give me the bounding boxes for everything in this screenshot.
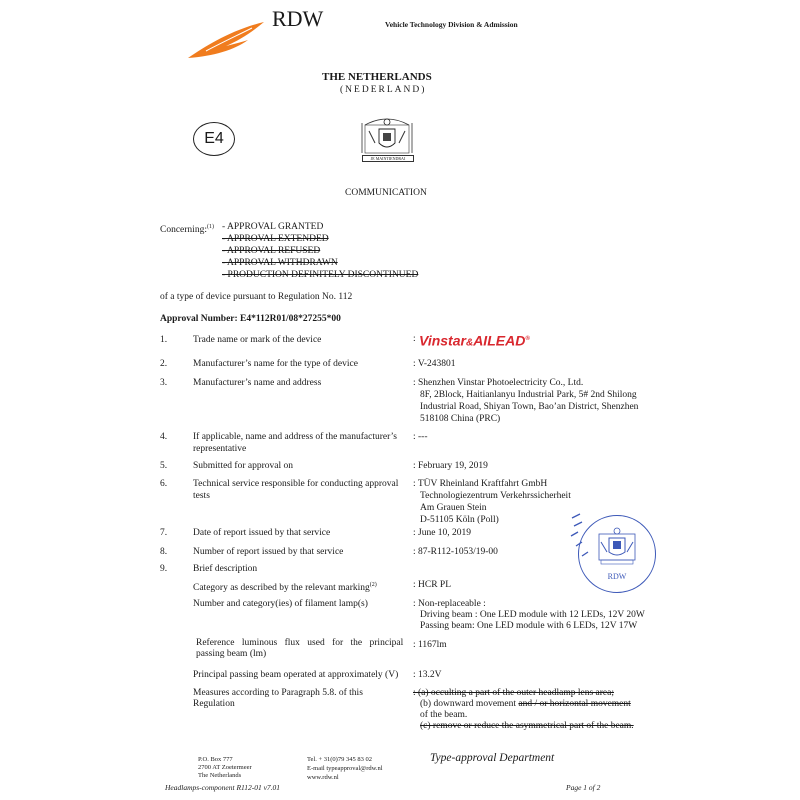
item-2-label: Manufacturer’s name for the type of device bbox=[193, 359, 358, 369]
item-1-number: 1. bbox=[160, 335, 168, 345]
item-5-label: Submitted for approval on bbox=[193, 461, 293, 471]
rdw-feather-logo-icon bbox=[186, 18, 266, 60]
stamp-text: RDW bbox=[607, 572, 627, 581]
device-regulation-line: of a type of device pursuant to Regulation No. 112 bbox=[160, 292, 353, 302]
category-value: : HCR PL bbox=[413, 580, 452, 590]
item-5-number: 5. bbox=[160, 461, 168, 471]
item-3-line-3: Industrial Road, Shiyan Town, Bao’an District, Shenzhen bbox=[420, 402, 639, 412]
flux-label-cont: passing beam (lm) bbox=[196, 649, 267, 659]
item-3-label: Manufacturer’s name and address bbox=[193, 378, 322, 388]
item-1-label: Trade name or mark of the device bbox=[193, 335, 322, 345]
item-2-number: 2. bbox=[160, 359, 168, 369]
measure-a: : (a) occulting a part of the outer headlamp lens area; bbox=[413, 688, 614, 698]
country-native: (NEDERLAND) bbox=[340, 85, 427, 95]
item-6-label-cont: tests bbox=[193, 491, 210, 501]
item-3-line-1: : Shenzhen Vinstar Photoelectricity Co., Ltd. bbox=[413, 378, 584, 388]
page-number: Page 1 of 2 bbox=[566, 783, 601, 792]
item-4-value: : --- bbox=[413, 432, 428, 442]
stamp-crest-icon bbox=[595, 526, 639, 566]
footer-address-1: P.O. Box 777 bbox=[198, 756, 233, 763]
footer-form-id: Headlamps-component R112-01 v7.01 bbox=[165, 783, 281, 792]
item-1-value: : bbox=[413, 334, 416, 344]
item-3-number: 3. bbox=[160, 378, 168, 388]
coat-of-arms-icon bbox=[357, 113, 417, 163]
voltage-label: Principal passing beam operated at approximately (V) bbox=[193, 670, 399, 680]
footer-department: Type-approval Department bbox=[430, 752, 555, 764]
item-9-number: 9. bbox=[160, 564, 168, 574]
rdw-stamp bbox=[578, 515, 656, 593]
status-production-discontinued: - PRODUCTION DEFINITELY DISCONTINUED bbox=[222, 270, 419, 280]
footer-email: E-mail typeapproval@rdw.nl bbox=[307, 765, 383, 772]
status-approval-extended: - APPROVAL EXTENDED bbox=[222, 234, 329, 244]
item-7-number: 7. bbox=[160, 528, 168, 538]
lamp-line-2: Driving beam : One LED module with 12 LEDs, 12V 20W bbox=[420, 610, 645, 620]
measure-b: (b) downward movement and / or horizontal movement bbox=[420, 699, 631, 709]
approval-number: Approval Number: E4*112R01/08*27255*00 bbox=[160, 314, 341, 324]
e4-approval-mark: E4 bbox=[193, 122, 235, 156]
item-8-label: Number of report issued by that service bbox=[193, 547, 344, 557]
status-approval-granted: - APPROVAL GRANTED bbox=[222, 222, 324, 232]
item-8-value: : 87-R112-1053/19-00 bbox=[413, 547, 498, 557]
item-9-label: Brief description bbox=[193, 564, 258, 574]
status-approval-refused: - APPROVAL REFUSED bbox=[222, 246, 321, 256]
measures-label: Measures according to Paragraph 5.8. of this bbox=[193, 688, 363, 698]
country-title: THE NETHERLANDS bbox=[322, 71, 432, 83]
item-4-label: If applicable, name and address of the manufacturer’s bbox=[193, 432, 397, 442]
item-6-line-1: : TÜV Rheinland Kraftfahrt GmbH bbox=[413, 479, 548, 489]
item-4-number: 4. bbox=[160, 432, 168, 442]
footer-address-2: 2700 AT Zoetermeer bbox=[198, 764, 252, 771]
item-6-number: 6. bbox=[160, 479, 168, 489]
footer-website: www.rdw.nl bbox=[307, 774, 339, 781]
item-5-value: : February 19, 2019 bbox=[413, 461, 488, 471]
item-4-label-cont: representative bbox=[193, 444, 247, 454]
flux-label: Reference luminous flux used for the principal bbox=[196, 638, 404, 648]
doc-type: COMMUNICATION bbox=[345, 188, 427, 198]
item-3-line-2: 8F, 2Block, Haitianlanyu Industrial Park, 5# 2nd Shilong bbox=[420, 390, 637, 400]
division-name: Vehicle Technology Division & Admission bbox=[385, 20, 518, 29]
lamp-label: Number and category(ies) of filament lamp(s) bbox=[193, 599, 368, 609]
lamp-line-1: : Non-replaceable : bbox=[413, 599, 486, 609]
item-3-line-4: 518108 China (PRC) bbox=[420, 414, 501, 424]
item-6-line-4: D-51105 Köln (Poll) bbox=[420, 515, 499, 525]
measure-b-cont: of the beam. bbox=[420, 710, 468, 720]
item-7-label: Date of report issued by that service bbox=[193, 528, 331, 538]
footer-phone: Tel. + 31(0)79 345 83 02 bbox=[307, 756, 372, 763]
footer-address-3: The Netherlands bbox=[198, 772, 242, 779]
item-8-number: 8. bbox=[160, 547, 168, 557]
item-7-value: : June 10, 2019 bbox=[413, 528, 472, 538]
status-approval-withdrawn: - APPROVAL WITHDRAWN bbox=[222, 258, 338, 268]
lamp-line-3: Passing beam: One LED module with 6 LEDs, 12V 17W bbox=[420, 621, 638, 631]
brand-logo: Vinstar&AILEAD® bbox=[419, 332, 530, 349]
voltage-value: : 13.2V bbox=[413, 670, 442, 680]
item-6-line-3: Am Grauen Stein bbox=[420, 503, 487, 513]
category-label: Category as described by the relevant marking$^{(2)}$ bbox=[193, 582, 377, 594]
item-2-value: : V-243801 bbox=[413, 359, 456, 369]
measure-c: (c) remove or reduce the asymmetrical part of the beam. bbox=[420, 721, 634, 731]
org-name: RDW bbox=[272, 6, 324, 31]
coat-motto: JE MAINTIENDRAI bbox=[362, 155, 414, 162]
measures-label-cont: Regulation bbox=[193, 699, 235, 709]
item-6-line-2: Technologiezentrum Verkehrssicherheit bbox=[420, 491, 571, 501]
item-6-label: Technical service responsible for conducting approval bbox=[193, 479, 399, 489]
flux-value: : 1167lm bbox=[413, 640, 447, 650]
concerning-label: Concerning:$^{(1)}$ bbox=[160, 224, 214, 236]
